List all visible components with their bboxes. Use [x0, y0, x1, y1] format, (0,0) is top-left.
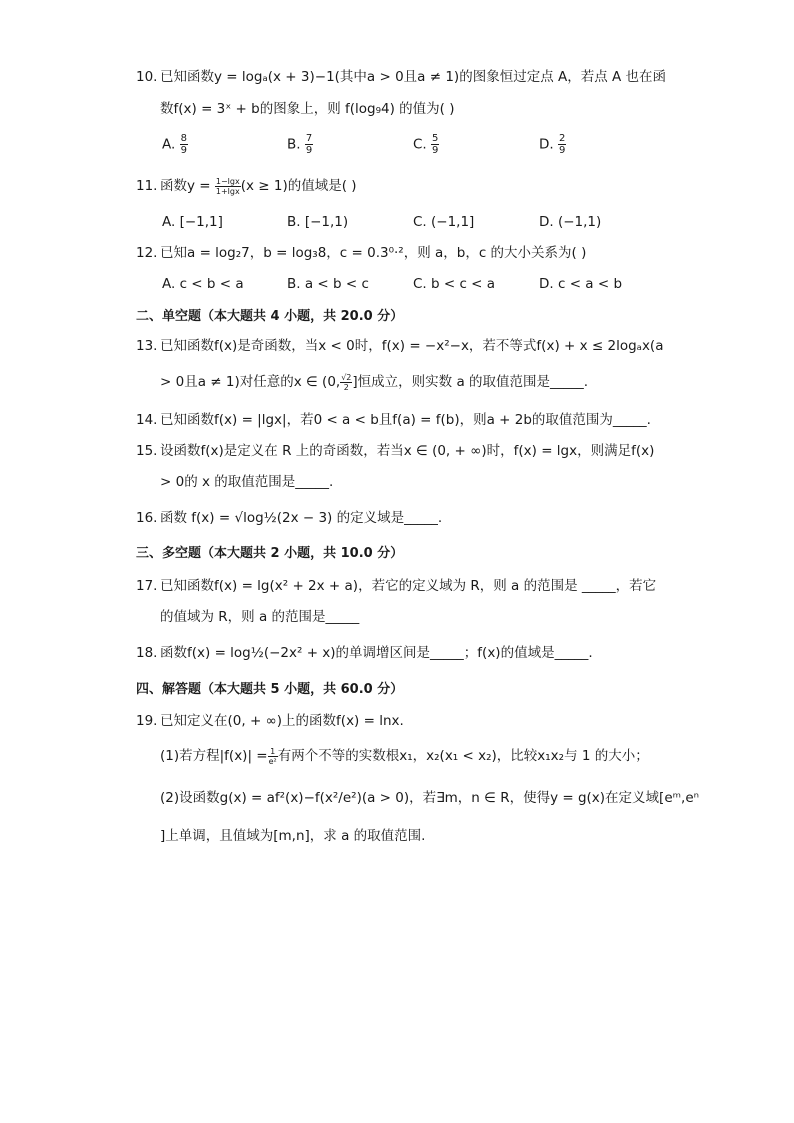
- option-d: D. (−1,1): [539, 214, 602, 230]
- option-c: C. (−1,1]: [413, 214, 475, 230]
- question-part-2: (2)设函数g(x) = af²(x)−f(x²/e²)(a > 0)，若∃m，n ∈ R，使得y = g(x)在定义域[eᵐ,eⁿ: [160, 790, 700, 806]
- fraction: $\frac{8}{9}$: [180, 133, 187, 156]
- question-text: 已知函数f(x)是奇函数，当x < 0时，f(x) = −x²−x，若不等式f(x) + x ≤ 2logₐx(a: [160, 338, 664, 354]
- fraction: $\frac{5}{9}$: [432, 133, 439, 156]
- option-a: A. c < b < a: [162, 276, 244, 292]
- question-number: 15.: [136, 443, 158, 459]
- question-number: 11.: [136, 178, 158, 194]
- question-number: 13.: [136, 338, 158, 354]
- question-text: 数f(x) = 3ˣ + b的图象上，则 f(log₉4) 的值为( ): [160, 101, 455, 117]
- question-text: 的值域为 R，则 a 的范围是_____: [160, 609, 360, 625]
- option-b: B. [−1,1): [287, 214, 349, 230]
- option-c: C. $\frac{5}{9}$: [413, 133, 439, 156]
- section-heading: 三、多空题（本大题共 2 小题，共 10.0 分）: [136, 546, 404, 561]
- question-text: 已知函数f(x) = |lgx|，若0 < a < b且f(a) = f(b)，则a + 2b的取值范围为_____.: [160, 412, 651, 428]
- section-heading: 四、解答题（本大题共 5 小题，共 60.0 分）: [136, 682, 404, 697]
- question-number: 18.: [136, 645, 158, 661]
- question-text: 已知函数f(x) = lg(x² + 2x + a)，若它的定义域为 R，则 a 的范围是 _____，若它: [160, 578, 657, 594]
- question-text: > 0的 x 的取值范围是_____.: [160, 474, 334, 490]
- question-text: 已知函数y = logₐ(x + 3)−1(其中a > 0且a ≠ 1)的图象恒过定点 A，若点 A 也在函: [160, 69, 667, 85]
- option-d: D. $\frac{2}{9}$: [539, 133, 566, 156]
- section-heading: 二、单空题（本大题共 4 小题，共 20.0 分）: [136, 309, 404, 324]
- question-text: 函数y = $\frac{1-\lg x}{1+\lg x}$ (x ≥ 1)的值域是( ): [160, 176, 357, 196]
- fraction: $\frac{7}{9}$: [305, 133, 313, 156]
- question-text: 已知a = log₂7，b = log₃8，c = 0.3⁰·²，则 a，b，c 的大小关系为( ): [160, 245, 587, 261]
- question-number: 14.: [136, 412, 158, 428]
- question-text: 函数 f(x) = √log½(2x − 3) 的定义域是_____.: [160, 510, 443, 526]
- fraction: $\frac{√2}{2}$: [341, 372, 352, 392]
- fraction: $\frac{1}{\text{e²}}$: [268, 746, 277, 766]
- question-part-1: (1)若方程|f(x)| = $\frac{1}{\text{e²}}$ 有两个不等的实数根x₁，x₂(x₁ < x₂)，比较x₁x₂与 1 的大小；: [160, 746, 649, 766]
- question-part-2-cont: ]上单调，且值域为[m,n]，求 a 的取值范围.: [160, 828, 426, 844]
- option-d: D. c < a < b: [539, 276, 623, 292]
- fraction: $\frac{1-\lg x}{1+\lg x}$: [215, 176, 240, 196]
- question-text: 设函数f(x)是定义在 R 上的奇函数，若当x ∈ (0, + ∞)时，f(x) = lgx，则满足f(x): [160, 443, 655, 459]
- question-number: 10.: [136, 69, 158, 85]
- option-b: B. $\frac{7}{9}$: [287, 133, 313, 156]
- question-text: 函数f(x) = log½(−2x² + x)的单调增区间是_____；f(x)的值域是_____.: [160, 645, 593, 661]
- question-text: > 0且a ≠ 1)对任意的x ∈ (0, $\frac{√2}{2}$ ]恒成立，则实数 a 的取值范围是_____.: [160, 372, 589, 392]
- question-number: 12.: [136, 245, 158, 261]
- question-number: 19.: [136, 713, 158, 729]
- question-text: 已知定义在(0, + ∞)上的函数f(x) = lnx.: [160, 713, 404, 729]
- option-a: A. $\frac{8}{9}$: [162, 133, 187, 156]
- option-c: C. b < c < a: [413, 276, 496, 292]
- option-a: A. [−1,1]: [162, 214, 223, 230]
- option-b: B. a < b < c: [287, 276, 369, 292]
- question-number: 16.: [136, 510, 158, 526]
- question-number: 17.: [136, 578, 158, 594]
- fraction: $\frac{2}{9}$: [558, 133, 566, 156]
